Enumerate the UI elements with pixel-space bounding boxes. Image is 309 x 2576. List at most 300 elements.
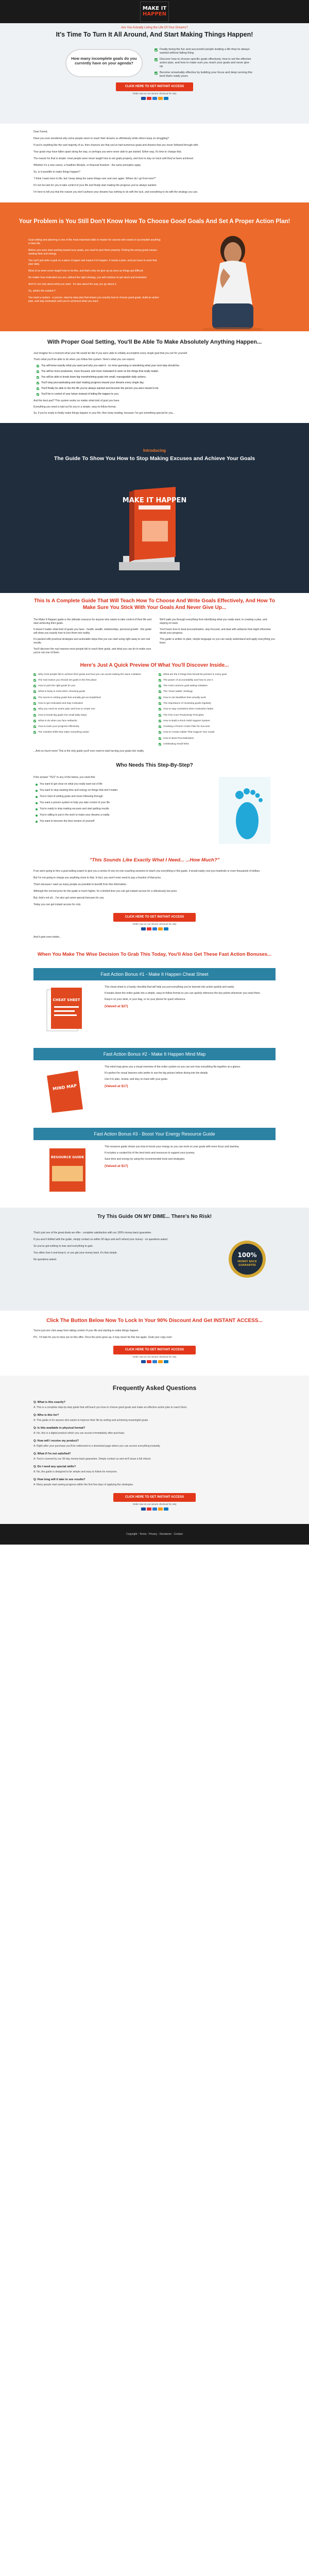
letter-paragraph: It's not too late for you to take control of your life and finally start making the progress you've always wanted. [33,184,157,187]
faq-answer: A: Many people start seeing progress within the first few days of applying the strategies. [33,1483,134,1487]
faq-item [33,1478,276,1487]
cheat-sheet-title: CHEAT SHEET [53,997,80,1002]
preview-item [159,702,274,705]
cheat-sheet-image [37,986,98,1035]
bonus-body [33,1060,276,1120]
check-icon [159,737,161,740]
check-icon [159,725,161,728]
check-icon [33,673,36,676]
preview-text: What to do when you face setbacks [38,719,77,722]
amex-icon [152,1360,157,1363]
get-access-button[interactable]: CLICK HERE TO GET INSTANT ACCESS [113,1346,196,1354]
preview-item [33,690,149,693]
mastercard-icon [147,1360,151,1363]
check-icon [33,690,36,693]
faq-answer: A: This guide is for anyone who wants to improve their life by setting and achieving meaningful goals. [33,1419,149,1422]
preview-item [159,714,274,717]
benefits-paragraph: Everything you need is laid out for you in a simple, easy-to-follow format. [33,405,116,409]
product-book-image [114,485,191,578]
product-intro-section [0,423,309,593]
preview-text: What are the 5 things that should be present in every goal [163,673,227,676]
check-icon [33,702,36,705]
check-icon [33,708,36,710]
check-icon [37,387,39,390]
preview-text: Celebrating Small Wins [163,743,189,746]
bonus-paragraph: This resource guide shows you how to boost your energy so you can work on your goals with more focus and stamina. [105,1145,239,1148]
preview-text: The importance of reviewing goals regularly [163,702,211,705]
preview-item [33,720,149,723]
guarantee-paragraph: No questions asked. [33,1258,57,1261]
amex-icon [152,927,157,930]
cta-subtext: Order now on our secure checkout for only [132,1503,177,1506]
benefit-item [37,387,276,391]
top-header [0,0,309,23]
guarantee-paragraph: If you aren't thrilled with the guide, simply contact us within 30 days and we'll refund your money - no questions asked. [33,1238,168,1241]
benefit-text: You will be able to break down big overwhelming goals into small, manageable daily actions. [41,376,147,379]
preview-text: The real reason you should set goals in the first place [38,679,97,682]
bullet-icon [36,784,38,786]
cta-subtext: Order now on our secure checkout for only [132,92,177,95]
check-icon [154,58,158,61]
benefit-text: You will know exactly what you want and why you want it - no more guessing or wondering what your next step should be. [41,364,180,367]
preview-list-left [33,673,149,749]
bullet-icon [36,821,38,823]
discover-icon [158,97,163,100]
benefits-paragraph: So, if you're ready to finally make things happen in your life, then keep reading, because I've got something special for you... [33,412,175,415]
who-row [33,776,276,844]
bonus-text [105,1065,241,1114]
who-text: You want to stop wasting time and energy on things that don't matter [40,789,118,792]
preview-item [159,690,274,693]
bonus-paragraph: Save time and energy by using the recommended tools and strategies. [105,1157,185,1161]
who-text: You're tired of setting goals and never following through [40,795,103,799]
cta-subtext: Order now on our secure checkout for only [132,923,177,926]
hero-bullet [154,71,252,78]
hero-headline: It's Time To Turn It All Around, And Start Making Things Happen! [56,30,253,38]
guide-paragraph: We'll walk you through everything from identifying what you really want, to creating a plan, and staying on track. [160,618,267,625]
bullet-icon [36,796,38,798]
check-icon [159,685,161,687]
preview-text: The power of accountability and how to use it [163,679,213,682]
hero-bullet [154,58,252,69]
bonus-body [33,980,276,1040]
preview-lists [33,673,276,749]
who-text: You want to become the best version of yourself [40,820,95,823]
check-icon [37,382,39,384]
check-icon [159,690,161,693]
benefit-item [37,370,276,374]
benefits-list [37,364,276,396]
preview-text: How to track your progress effectively [38,725,79,728]
preview-text: How to Beat Procrastination [163,737,194,740]
faq-item [33,1414,276,1422]
bonus-value: (Valued at $27) [105,1004,128,1008]
paypal-icon [164,927,168,930]
get-access-button[interactable]: CLICK HERE TO GET INSTANT ACCESS [116,82,193,91]
preview-text: The secret to writing goals that actually get accomplished [38,696,101,699]
letter-paragraph: Have you ever wondered why some people seem to reach their dreams so effortlessly while others keep on struggling? [33,137,169,140]
check-icon [33,697,36,699]
book-cover-title: MAKE IT HAPPEN [122,497,187,504]
preview-item [159,720,274,723]
mind-map-title: MIND MAP [52,1083,77,1092]
visa-icon [141,1507,146,1511]
check-icon [33,731,36,734]
preview-text: Why you need an action plan and how to create one [38,708,95,711]
amex-icon [152,1507,157,1511]
pricing-paragraph: That's because I want as many people as possible to benefit from this information. [33,883,127,887]
faq-section [0,1376,309,1524]
visa-icon [141,1360,146,1363]
check-icon [37,365,39,367]
lock-in-section [0,1311,309,1376]
faq-question: Q: Is this available in physical format? [33,1427,85,1430]
who-lead: If the answer "YES" to any of the below, you need this: [33,776,96,779]
lock-in-cta [33,1346,276,1363]
preview-item [159,743,274,746]
guide-headline: This Is A Complete Guide That Will Teach How To Choose And Write Goals Effectively, And How To Make Sure You Stick With Your Goals And Never Give Up... [33,598,276,611]
thinking-woman-image [192,227,274,330]
hero-bullet-text: Discover how to choose specific goals effectively, how to set the effective action plan, and how to make sure you reach your goals and never give up. [160,58,251,68]
guide-details-section [0,593,309,755]
preview-item [33,679,149,682]
hero-thought-bubble [65,49,143,77]
problem-paragraph: No matter how motivated you are, without the right strategy, you will continue to get stuck and frustrated. [28,276,147,279]
preview-headline: Here's Just A Quick Preview Of What You'll Discover Inside... [80,663,229,668]
check-icon [159,697,161,699]
page-footer [0,1524,309,1545]
check-icon [159,731,161,734]
preview-item [33,685,149,688]
mastercard-icon [147,97,151,100]
hero-bullet-text: Finally being the fun and successful people leading a life they've always wanted without failing thing [160,48,250,55]
footprint-icon [219,777,270,844]
resource-guide-title: RESOURCE GUIDE [50,1155,84,1159]
bonus-title: Fast Action Bonus #3 - Boost Your Energy Resource Guide [33,1128,276,1140]
letter-paragraph: So, is it possible to make things happen? [33,171,80,174]
who-item [36,783,188,786]
bonus-paragraph: This mind map gives you a visual overview of the entire system so you can see how everything fits together at a glance. [105,1065,241,1069]
letter-paragraph: Dear Friend, [33,130,48,133]
who-headline: Who Needs This Step-By-Step? [116,762,193,769]
faq-answer: A: This is a complete step-by-step guide that will teach you how to choose good goals and make an effective action plan to reach them. [33,1406,187,1410]
check-icon [159,708,161,710]
preview-item [159,697,274,700]
preview-text: Creating a Proven Action Plan for Success [163,725,210,728]
benefit-text: You will be more productive, more focused, and more motivated to work on the things that really matter. [41,370,159,373]
check-icon [33,720,36,722]
logo-line-2: HAPPEN [143,11,166,17]
letter-paragraph: The reason for that is simple: most people were never taught how to set goals properly, and how to stay on track until they've been achieved. [33,157,194,160]
introducing-label: Introducing [143,448,166,453]
preview-item [33,725,149,728]
check-icon [33,725,36,728]
guide-paragraph: You'll learn how to beat procrastination, stay focused, and deal with setbacks that might otherwise derail your progress. [160,628,271,635]
faq-item [33,1465,276,1474]
pricing-headline: "This Sounds Like Exactly What I Need... ...How Much?" [89,857,220,863]
who-text: You want to get clear on what you really want out of life [40,783,102,786]
who-text: You're willing to put in the work to make your dreams a reality [40,814,110,817]
visa-icon [141,97,146,100]
preview-item [33,708,149,711]
pricing-paragraph: Today you can get instant access for only [33,903,81,907]
preview-text: How to stay consistent when motivation fades [163,708,214,711]
problem-paragraph: And it's not only about what you want - it's also about the way you go about it. [28,283,117,286]
who-item [36,814,188,817]
guarantee-paragraph: So you've got nothing to lose and everything to gain. [33,1244,94,1248]
bonus-paragraph: It includes a curated list of the best tools and resources to support your journey. [105,1151,195,1155]
guide-paragraph: It doesn't matter what kind of goals you have - health, wealth, relationships, personal growth - this guide will show you exactly how to turn them into reality. [33,628,152,635]
seal-line-3: GUARANTEE [238,1263,256,1267]
payment-icons [0,97,309,100]
payment-icons [33,1507,276,1511]
check-icon [159,673,161,676]
faq-answer: A: You're covered by our 30-day money-back guarantee. Simply contact us and we'll issue a full refund. [33,1458,151,1461]
amex-icon [152,97,157,100]
check-icon [37,376,39,379]
faq-answer: A: No, the guide is designed to be simple and easy to follow for everyone. [33,1470,117,1474]
visa-icon [141,927,146,930]
check-icon [154,72,158,75]
resource-guide-image [37,1145,98,1194]
problem-paragraph: You need a system - a proven, step-by-step plan that shows you exactly how to choose good goals, build an action plan, and stay motivated until you've achieved what you want. [28,296,159,303]
faq-answer: A: No, this is a digital product which you can access immediately after purchase. [33,1432,125,1435]
benefits-paragraph: Just imagine for a moment what your life would be like if you were able to reliably accomplish every single goal that you set for yourself. [33,352,188,355]
who-text: You're ready to stop making excuses and start getting results [40,807,109,811]
faq-item [33,1439,276,1448]
footer-links[interactable]: Copyright - Terms · Privacy · Disclaimer · Contact [126,1532,183,1536]
mind-map-image [37,1065,98,1114]
preview-item [159,679,274,682]
benefit-item [37,381,276,385]
pricing-section [0,851,309,947]
letter-paragraph: "I think I want more in life, but I keep doing the same things over and over again. Where do I go from here?" [33,177,156,180]
check-icon [33,685,36,687]
payment-icons [33,1360,276,1363]
get-access-button[interactable]: CLICK HERE TO GET INSTANT ACCESS [113,1493,196,1502]
preview-item [33,697,149,700]
postscript: PS - I'd hate for you to miss out on this offer. Once the price goes up, it may never be this low again. Grab your copy now! [33,1336,172,1340]
letter-paragraph: If you're anything like the vast majority of us, then chances are that you've had numerous goals and dreams that you never followed through with. [33,144,199,147]
faq-item [33,1452,276,1461]
guarantee-text [33,1231,214,1265]
preview-text: How to set deadlines that actually work [163,696,206,699]
logo-line-1: MAKE IT [142,6,167,11]
who-needs-section [0,755,309,851]
cta-subtext: Order now on our secure checkout for only [132,1355,177,1359]
faq-headline: Frequently Asked Questions [112,1384,197,1392]
get-access-button[interactable]: CLICK HERE TO GET INSTANT ACCESS [113,913,196,922]
discover-icon [158,1360,163,1363]
preview-text: How to pick the right goals for you [38,685,76,688]
faq-answer: A: Right after your purchase you'll be redirected to a download page where you can access everything instantly. [33,1445,161,1448]
problem-paragraph: Before you even start working toward your goals, you need to pick them properly. Picking the wrong goals means wasting time and energy. [28,249,157,256]
guarantee-seal-icon [227,1239,268,1280]
who-item [36,795,188,799]
benefit-item [37,364,276,368]
bonus-paragraph: Keep it on your desk, in your bag, or on your phone for quick reference. [105,997,186,1001]
who-item [36,801,188,805]
check-icon [33,714,36,717]
payment-icons [33,927,276,930]
hero-bubble-question: How many incomplete goals do you currently have on your agenda? [71,56,137,65]
preview-text: How to break big goals into small daily steps [38,714,87,717]
problem-text [28,239,162,307]
preview-text: What to keep in mind when choosing goals [38,690,85,693]
preview-text: Why most people fail to achieve their goals and how you can avoid making the same mistakes [38,673,141,676]
preview-item [159,725,274,728]
problem-headline: Your Problem is You Still Don't Know How To Choose Good Goals And Set A Proper Action Plan! [19,218,290,225]
check-icon [37,370,39,373]
hero-kicker: Are You Actually Living the Life Of Your Dreams? [121,26,188,29]
preview-text: The Five Core Productivity Principles [163,714,204,717]
benefits-paragraph: And the best part? This system works no matter what kind of goal you have. [33,399,120,402]
pricing-paragraph: But I'm not going to charge you anything close to that. In fact, you won't even need to pay a fraction of that price. [33,876,162,880]
benefit-text: You'll stop procrastinating and start making progress toward your dreams every single day. [41,381,144,384]
preview-text: The most common goal setting mistakes [163,685,208,688]
check-icon [154,48,158,52]
bonus-paragraph: This cheat sheet is a handy checklist that will help you put everything you've learned into action quickly and easily. [105,985,235,989]
preview-item [159,685,274,688]
bullet-icon [36,808,38,810]
bonus-paragraph: It breaks down the entire guide into a simple, easy-to-follow format so you can quickly reference the key points whenever you need them. [105,991,261,995]
guide-paragraph: This guide is written in plain, simple language so you can easily understand and apply everything you learn. [160,638,275,645]
paypal-icon [164,97,168,100]
check-icon [159,720,161,722]
bullet-icon [36,815,38,817]
benefits-headline: With Proper Goal Setting, You'll Be Able To Make Absolutely Anything Happen... [47,339,262,345]
pricing-paragraph: But, that's not all... I've also got some special bonuses for you. [33,896,105,900]
faq-question: Q: What if I'm not satisfied? [33,1452,71,1456]
bullet-icon [36,802,38,804]
bonus-title: Fast Action Bonus #1 - Make It Happen Cheat Sheet [33,968,276,980]
mastercard-icon [147,1507,151,1511]
faq-item [33,1427,276,1435]
hero-cta [0,82,309,100]
seal-line-2: MONEY BACK [237,1260,257,1263]
preview-text: The 'Goal Ladder' Strategy [163,690,193,693]
preview-item [159,731,274,734]
paypal-icon [164,1507,168,1511]
guarantee-paragraph: You either love it and keep it, or you get your money back. It's that simple. [33,1251,118,1255]
faq-question: Q: How will I receive my product? [33,1439,79,1443]
preview-text: The mindset shifts that make everything easier [38,731,90,734]
guide-paragraph: You'll discover the real reasons most people fail to reach their goals, and what you can do to make sure you're not one of them. [33,648,151,654]
problem-section [0,202,309,331]
preview-item [33,673,149,676]
faq-question: Q: What is this exactly? [33,1401,66,1404]
who-item [36,807,188,811]
who-text: You want a proven system to help you take control of your life [40,801,110,805]
pricing-cta [33,913,276,930]
bonus-paragraph: Use it to plan, review, and stay on track with your goals. [105,1077,168,1081]
check-icon [159,679,161,682]
preview-item [159,673,274,676]
hero-bullet-text: Become remarkably effective by building your focus and deep running this best that's really yours. [160,71,252,78]
check-icon [159,714,161,717]
bonus-card [33,1048,276,1120]
preview-item [159,708,274,711]
who-items [36,783,188,823]
preview-item [33,702,149,705]
guide-left-column [33,618,152,657]
logo [140,2,169,22]
benefit-item [37,393,276,396]
hero-bullet [154,48,252,55]
faq-question: Q: Who is this for? [33,1414,59,1417]
preview-text: How to Build a Rock Solid Support System [163,719,210,722]
who-item [36,820,188,823]
bonus-card [33,1128,276,1199]
product-intro-headline: The Guide To Show You How to Stop Making Excuses and Achieve Your Goals [54,455,255,462]
faq-question: Q: Do I need any special skills? [33,1465,76,1469]
check-icon [37,393,39,396]
pricing-paragraph: If we were going to hire a goal-setting expert to give you a series of one-on-one coaching sessions to teach you everything in this guide, it would easily cost you hundreds or even thousands of dollars. [33,870,261,873]
bonus-title: Fast Action Bonus #2 - Make It Happen Mind Map [33,1048,276,1060]
check-icon [159,743,161,745]
pricing-paragraph: Although the normal price for the guide is much higher, for a limited time you can get instant access for a ridiculously low price. [33,890,178,893]
preview-text: How to get motivated and stay motivated [38,702,83,705]
discover-icon [158,927,163,930]
preview-item [33,714,149,717]
check-icon [159,702,161,705]
faq-cta [33,1493,276,1511]
pricing-after: And it gets even better... [33,935,61,939]
discover-icon [158,1507,163,1511]
preview-list-right [159,673,274,749]
letter-paragraph: Whether it's a new career, a healthier lifestyle, or financial freedom - the same principles apply. [33,164,142,167]
hero-bullet-list [154,48,252,81]
seal-percent: 100% [237,1251,257,1259]
hero-section [0,23,309,124]
lock-in-paragraph: You're just one click away from taking control of your life and starting to make things happen. [33,1329,139,1333]
bonus-text [105,986,261,1035]
guide-paragraph: It's packed with practical strategies and actionable steps that you can start using right away to see real results. [33,638,150,645]
bonus-value: (Valued at $17) [105,1084,128,1088]
preview-item [159,737,274,740]
bonus-intro-section [0,947,309,968]
problem-paragraph: So, what's the solution? [28,290,56,293]
guide-columns [33,618,276,657]
lock-in-headline: Click The Button Below Now To Lock In Your 90% Discount And Get INSTANT ACCESS... [46,1317,263,1324]
guarantee-headline: Try This Guide ON MY DIME... There's No Risk! [97,1213,212,1219]
guide-paragraph: The Make It Happen guide is the ultimate resource for anyone who wants to take control of their life and start achieving their goals. [33,618,152,625]
preview-note: ...And so much more! This is the only guide you'll ever need to start turning your goals into reality. [33,750,145,753]
benefit-text: You'll finally be able to live the life you've always wanted and become the person you were meant to be. [41,387,159,390]
problem-paragraph: You can't just write a goal on a piece of paper and expect it to happen. It needs a plan, and you have to work that plan daily. [28,259,157,266]
preview-item [33,731,149,734]
problem-paragraph: Goal setting and planning is one of the most important skills to master for anyone who wants to accomplish anything in their life. [28,239,161,245]
benefits-section [0,331,309,423]
paypal-icon [164,1360,168,1363]
benefits-paragraph: That's what you'll be able to do when you follow this system. Here's what you can expect: [33,358,135,361]
faq-item [33,1401,276,1410]
who-item [36,789,188,792]
who-list [33,776,188,844]
bonus-paragraph: It's perfect for visual learners who prefer to see the big picture before diving into the details. [105,1071,209,1075]
guide-right-column [160,618,276,657]
guarantee-paragraph: That's just one of the great deals we offer - complete satisfaction with our 100% money-back guarantee. [33,1231,152,1234]
guarantee-section [0,1208,309,1311]
sales-letter [0,124,309,202]
bonus-body [33,1140,276,1199]
benefit-text: You'll be in control of your future instead of letting life happen to you. [41,393,119,396]
bullet-icon [36,790,38,792]
bonus-intro-headline: When You Make The Wise Decision To Grab This Today, You'll Also Get These Fast Action Bonuses... [37,951,272,957]
bonus-value: (Valued at $17) [105,1164,128,1168]
faq-question: Q: How long will it take to see results? [33,1478,85,1482]
letter-paragraph: Your goals may have fallen apart along the way, or perhaps you were never able to get started. Either way, it's time to change that. [33,150,182,154]
